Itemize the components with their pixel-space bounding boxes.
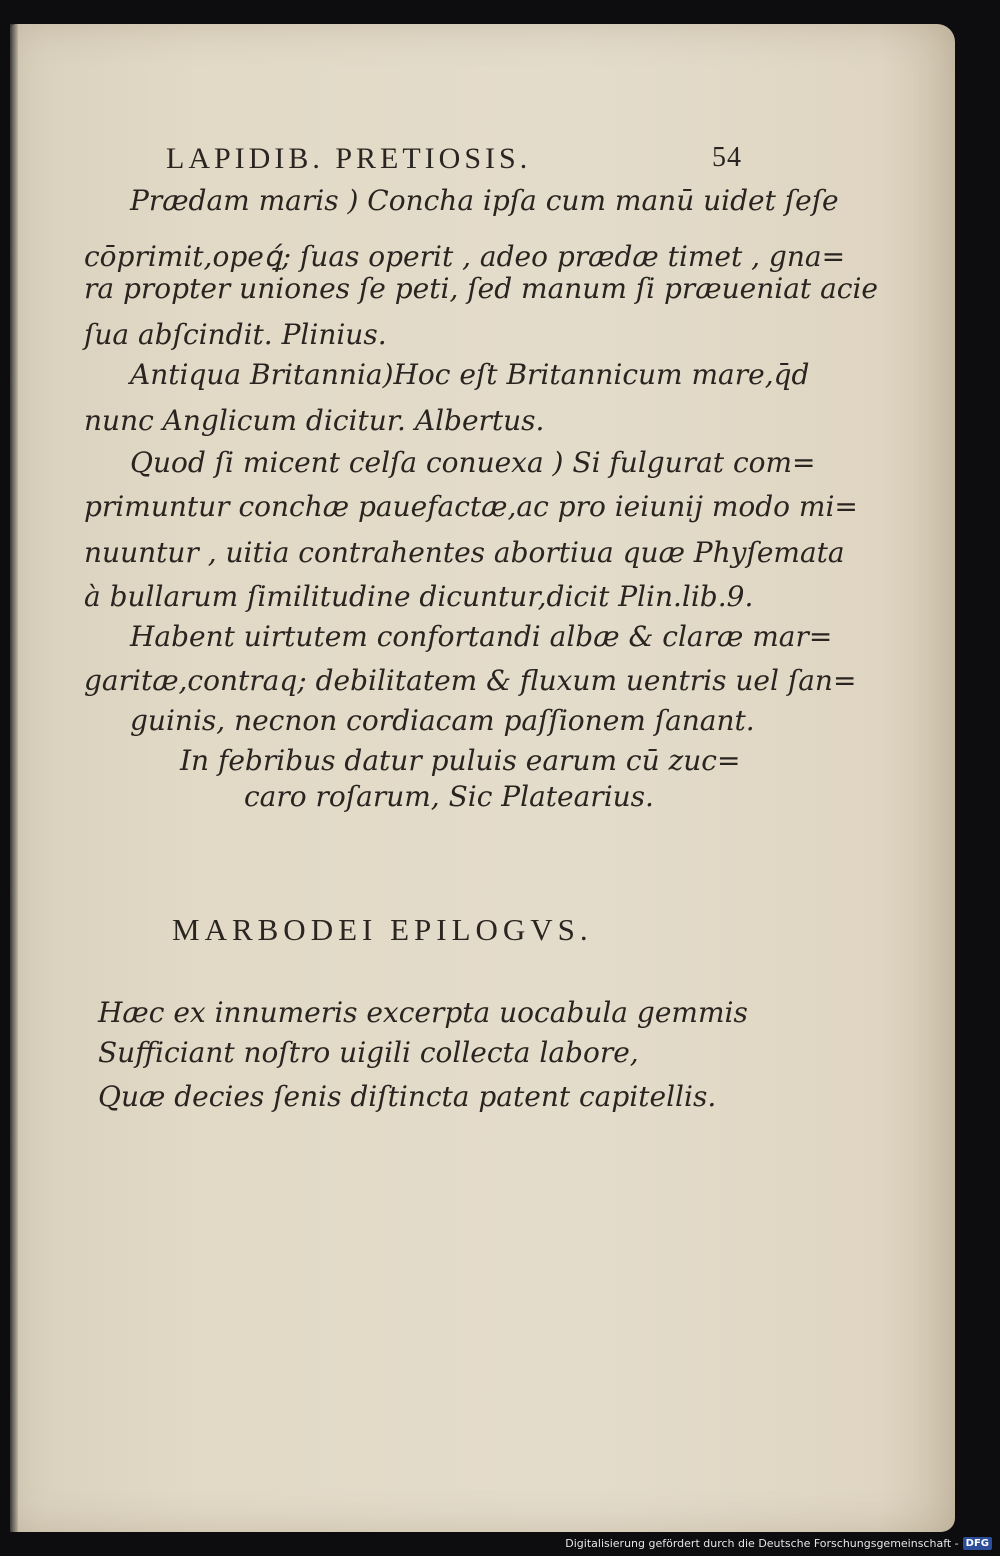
body-line-14: In febribus datur puluis earum cū zuc= (180, 744, 741, 777)
epilogue-verse-3: Quæ decies ſenis diſtincta patent capitellis. (98, 1080, 717, 1113)
body-line-5: Antiqua Britannia)Hoc eſt Britannicum mare,q̄d (130, 358, 810, 391)
body-line-7: Quod ſi micent celſa conuexa ) Si fulgurat com= (130, 446, 816, 479)
epilogue-heading: MARBODEI EPILOGVS. (172, 912, 593, 947)
body-line-15: caro roſarum, Sic Platearius. (244, 780, 654, 813)
body-line-6: nunc Anglicum dicitur. Albertus. (84, 404, 545, 437)
credit-text: Digitalisierung gefördert durch die Deutsche Forschungsgemeinschaft - (565, 1537, 959, 1550)
body-line-11: Habent uirtutem confortandi albæ & claræ mar= (130, 620, 833, 653)
page-gutter-shadow (10, 24, 18, 1532)
body-line-12: garitæ,contraq; debilitatem & fluxum uentris uel ſan= (84, 664, 857, 697)
body-line-8: primuntur conchæ pauefactæ,ac pro ieiunij modo mi= (84, 490, 858, 523)
body-line-2: cōprimit,opeꝗ́; ſuas operit , adeo prædæ timet , gna= (84, 240, 846, 273)
running-title: LAPIDIB. PRETIOSIS. (166, 142, 532, 175)
page-number: 54 (712, 142, 742, 173)
digitization-credit (565, 1537, 992, 1550)
body-line-1: Prædam maris ) Concha ipſa cum manū uidet ſeſe (130, 184, 839, 217)
body-line-9: nuuntur , uitia contrahentes abortiua quæ Phyſemata (84, 536, 845, 569)
dfg-logo-icon: DFG (963, 1537, 992, 1550)
epilogue-verse-2: Sufficiant noſtro uigili collecta labore, (98, 1036, 639, 1069)
body-line-10: à bullarum ſimilitudine dicuntur,dicit Plin.lib.9. (84, 580, 754, 613)
body-line-4: ſua abſcindit. Plinius. (84, 318, 387, 351)
body-line-3: ra propter uniones ſe peti, ſed manum ſi præueniat acie (84, 272, 878, 305)
body-line-13: guinis, necnon cordiacam paſſionem ſanant. (130, 704, 755, 737)
epilogue-verse-1: Hæc ex innumeris excerpta uocabula gemmis (98, 996, 748, 1029)
